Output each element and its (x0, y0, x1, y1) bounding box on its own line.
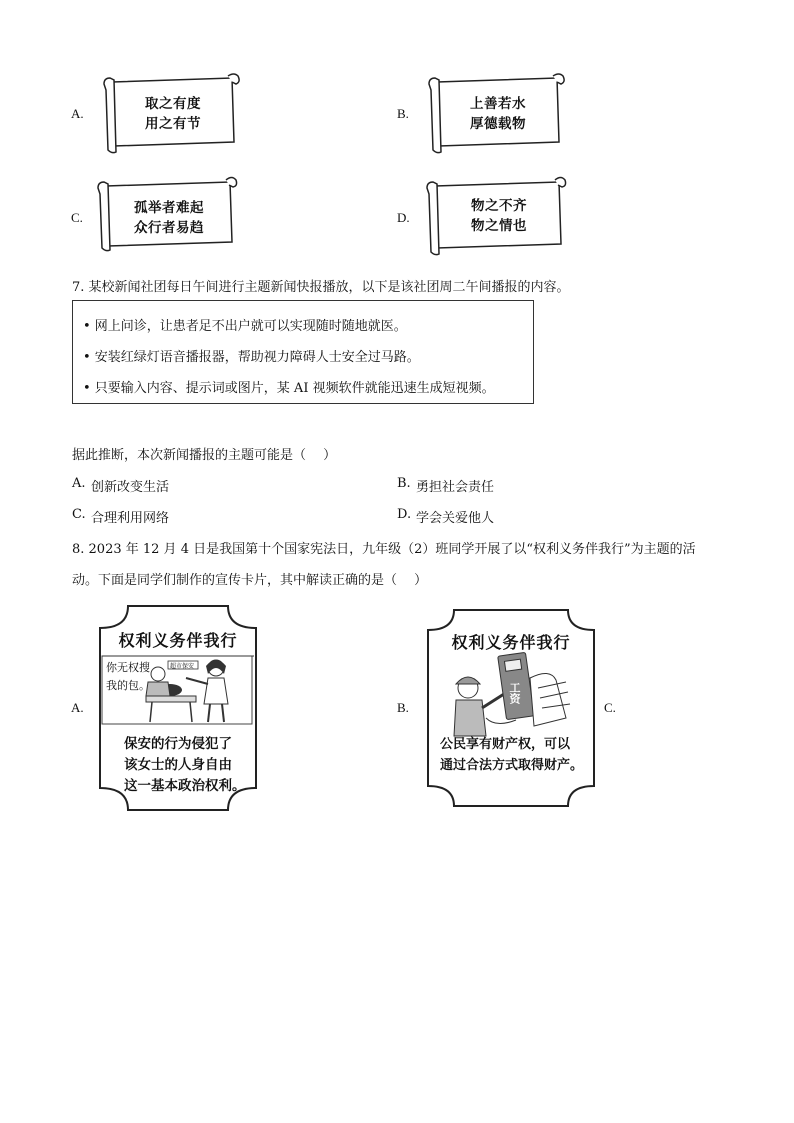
scroll-text-line2: 物之情也 (471, 218, 527, 234)
scroll-text-line2: 厚德载物 (470, 116, 526, 132)
q7-question: 据此推断，本次新闻播报的主题可能是（ ） (72, 448, 337, 463)
scroll-image (100, 70, 242, 156)
option-letter: A. (71, 106, 84, 121)
q8-stem-line1: 8. 2023 年 12 月 4 日是我国第十个国家宪法日，九年级（2）班同学开展了以“权利义务伴我行”为主题的活 (72, 542, 696, 557)
q8-stem-line2: 动。下面是同学们制作的宣传卡片，其中解读正确的是（ ） (72, 573, 428, 588)
option-letter: C. (72, 507, 86, 522)
news-item: • 网上问诊，让患者足不出户就可以实现随时随地就医。 (83, 319, 407, 334)
news-item: • 只要输入内容、提示词或图片，某 AI 视频软件就能迅速生成短视频。 (83, 381, 495, 396)
card-caption (440, 734, 583, 776)
scroll-image (425, 70, 567, 156)
option-letter: A. (71, 700, 84, 715)
scroll-text-line1: 物之不齐 (471, 198, 527, 214)
scroll-text-line1: 取之有度 (145, 96, 201, 112)
option-text: 勇担社会责任 (416, 480, 495, 495)
caption-line: 这一基本政治权利。 (124, 778, 246, 794)
card-title: 权利义务伴我行 (451, 633, 571, 652)
option-letter: A. (72, 476, 86, 491)
q7-stem: 7. 某校新闻社团每日午间进行主题新闻快报播放，以下是该社团周二午间播报的内容。 (72, 280, 570, 295)
caption-line: 该女士的人身自由 (124, 757, 232, 773)
speech-line1: 你无权搜 (106, 661, 150, 674)
scroll-text-line2: 用之有节 (145, 116, 201, 132)
envelope-label: 工资 (508, 682, 521, 704)
speech-bubble (106, 659, 150, 695)
scroll-image (423, 172, 569, 258)
card-a (98, 604, 258, 812)
scroll-text-line1: 上善若水 (470, 96, 526, 112)
card-caption (124, 734, 246, 797)
card-b (426, 608, 596, 808)
option-letter: B. (397, 106, 409, 121)
caption-line: 通过合法方式取得财产。 (440, 758, 584, 773)
news-box (72, 300, 534, 404)
option-letter: C. (604, 700, 616, 715)
option-text: 合理利用网络 (91, 511, 170, 526)
speech-line2: 我的包。 (106, 679, 150, 692)
caption-line: 公民享有财产权，可以 (440, 737, 571, 752)
option-letter: D. (397, 507, 412, 522)
scroll-text-line2: 众行者易趋 (134, 220, 204, 236)
option-letter: D. (397, 210, 410, 225)
option-letter: C. (71, 210, 83, 225)
card-title: 权利义务伴我行 (118, 631, 238, 650)
caption-line: 保安的行为侵犯了 (124, 736, 232, 752)
option-text: 学会关爱他人 (416, 511, 495, 526)
option-letter: B. (397, 476, 411, 491)
option-text: 创新改变生活 (91, 480, 170, 495)
scroll-image (94, 172, 240, 254)
guard-badge: 超市保安 (170, 663, 195, 670)
scroll-text-line1: 孤举者难起 (134, 200, 204, 216)
news-item: • 安装红绿灯语音播报器，帮助视力障碍人士安全过马路。 (83, 350, 420, 365)
option-letter: B. (397, 700, 409, 715)
